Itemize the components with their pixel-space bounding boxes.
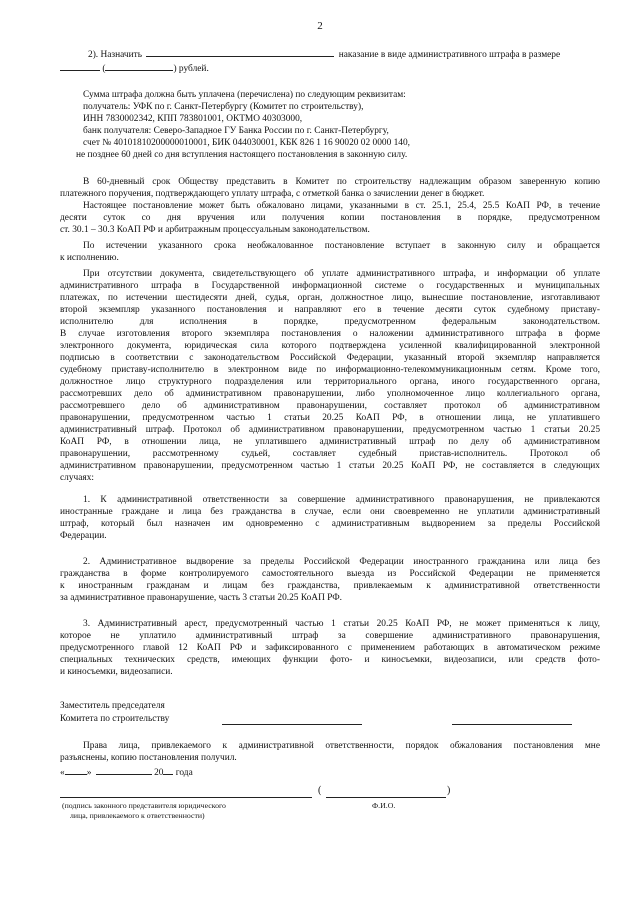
para-absence-line: КоАП РФ, в отношении лица, не уплатившего административный штраф по делу об административном: [60, 437, 600, 447]
case1-line: штраф, который был назначен им одновременно с административным выдворением за пределы Российской: [60, 519, 600, 529]
para-absence-line: административном правонарушении, предусмотренном частью 1 статьи 20.25 КоАП РФ, не составляется в следующих: [60, 461, 600, 471]
para-absence-line: правонарушении, предусмотренном частью 1 статьи 20.25 КоАП РФ, в отношении лица, не уплатившего: [60, 413, 600, 423]
item2-suffix: наказание в виде административного штрафа в размере: [338, 50, 561, 60]
date-quote-close: »: [86, 768, 92, 778]
case2-line: к иностранным гражданам и лицам без гражданства, привлекаемым к административной ответственности: [60, 581, 600, 591]
amount-words-blank: [105, 61, 173, 71]
para-absence-line: В случае изготовления второго экземпляра постановления о наложении административного штрафа в форме: [60, 329, 600, 339]
item2-line1: [88, 47, 600, 62]
para-absence-line: подписью в соответствии с законодательством Российской Федерации, указанный второй экземпляр направляется: [60, 353, 600, 363]
case3-line: специальных технических средств, имеющих функции фото- и киносъемки, видеозаписи, или средств фото-: [60, 655, 600, 665]
para-absence-line: судебному приставу-исполнителю в электронном виде по информационно-телекоммуникационным сетям. Кроме того,: [60, 365, 600, 375]
para-absence-line: административного штрафа в Государственной информационной системе о государственных и муниципальных: [60, 281, 600, 291]
para-absence-line: платежах, по истечении шестидесяти дней, судья, орган, должностное лицо, вынесшие постановление, изготавливают: [60, 293, 600, 303]
signature-title-line1: Заместитель председателя: [60, 701, 165, 711]
para-appeal-line: Настоящее постановление может быть обжаловано лицами, указанными в ст. 25.1, 25.4, 25.5 КоАП РФ, в течение: [83, 201, 600, 211]
para-60days-line: В 60-дневный срок Обществу представить в Комитет по строительству надлежащим образом заверенную копию: [83, 177, 600, 187]
case1-line: 1. К административной ответственности за совершение административного правонарушения, не привлекаются: [83, 495, 600, 505]
requisites-line: банк получателя: Северо-Западное ГУ Банка России по г. Санкт-Петербургу,: [83, 126, 389, 136]
para-appeal-line: десяти суток со дня вручения или получения копии постановления в порядке, предусмотренном: [60, 213, 600, 223]
case3-line: 3. Административный арест, предусмотренный частью 1 статьи 20.25 КоАП РФ, не может применяться к лицу,: [83, 619, 600, 629]
date-year-suffix: года: [175, 768, 193, 778]
date-quote-open: «: [60, 768, 65, 778]
item2-line2: [60, 61, 600, 76]
rights-line: разъяснены, копию постановления получил.: [60, 753, 237, 763]
para-force-line: к исполнению.: [60, 253, 119, 263]
para-absence-line: электронного документа, юридическая сила которого подтверждена усиленной квалифицированной электронной: [60, 341, 600, 351]
para-60days-line: платежного поручения, подтверждающего уплату штрафа, с отметкой банка о зачислении денег в бюджет.: [60, 189, 485, 199]
case2-line: гражданства в форме контролируемого самостоятельного выезда из Российской Федерации не применяется: [60, 569, 600, 579]
official-signature-line: [222, 724, 362, 725]
date-line: [60, 765, 600, 780]
requisites-line: счет № 40101810200000010001, БИК 044030001, КБК 826 1 16 90020 02 0000 140,: [83, 138, 411, 148]
date-year-prefix: 20: [154, 768, 164, 778]
date-year-blank: [163, 765, 173, 775]
requisites-line: Сумма штрафа должна быть уплачена (перечислена) по следующим реквизитам:: [83, 90, 406, 100]
case1-line: Федерации.: [60, 531, 107, 541]
official-name-line: [452, 724, 572, 725]
para-absence-line: исполнителю для исполнения в порядке, предусмотренном федеральным законодательством.: [60, 317, 600, 327]
amount-digits-blank: [60, 61, 100, 71]
case2-line: 2. Административное выдворение за пределы Российской Федерации иностранного гражданина или лица без: [83, 557, 600, 567]
date-day-blank: [65, 765, 87, 775]
fio-paren-close: ): [447, 785, 451, 796]
para-absence-line: рассмотревшего дело об административном правонарушении, составляет протокол об административном: [60, 401, 600, 411]
para-absence-line: рассмотревших дело об административном правонарушении, либо уполномоченное лицо коллегиального органа,: [60, 389, 600, 399]
fio-line: [326, 797, 446, 798]
para-absence-line: случаях:: [60, 473, 95, 483]
requisites-line: не позднее 60 дней со дня вступления настоящего постановления в законную силу.: [76, 150, 408, 160]
fio-paren-open: (: [318, 785, 322, 796]
para-absence-line: административный штраф. Протокол об административном правонарушении, предусмотренном частью 1 статьи 20.25: [60, 425, 600, 435]
fio-caption: Ф.И.О.: [372, 801, 396, 810]
case3-line: и киносъемки, видеозаписи.: [60, 667, 173, 677]
para-absence-line: должностное лицо структурного подразделения или территориального органа, иного государственного органа,: [60, 377, 600, 387]
amount-paren-open: (: [102, 64, 106, 74]
signature-title-line2: Комитета по строительству: [60, 714, 170, 724]
representative-caption-line1: (подпись законного представителя юридического: [62, 801, 226, 810]
representative-caption-line2: лица, привлекаемого к ответственности): [70, 811, 205, 820]
case3-line: которое не уплатило административный штраф за совершение административного правонарушения,: [60, 631, 600, 641]
requisites-line: получатель: УФК по г. Санкт-Петербургу (Комитет по строительству),: [83, 102, 364, 112]
item2-prefix: 2). Назначить: [88, 50, 143, 60]
representative-signature-line: [60, 797, 312, 798]
case3-line: предусмотренного главой 12 КоАП РФ и зафиксированного с применением работающих в автоматическом режиме: [60, 643, 600, 653]
case1-line: иностранные граждане и лица без гражданства в случае, если они своевременно не уплатили административный: [60, 507, 600, 517]
para-absence-line: При отсутствии документа, свидетельствующего об уплате административного штрафа, и информации об уплате: [83, 269, 600, 279]
penalty-name-blank: [146, 47, 334, 57]
para-force-line: По истечении указанного срока необжалованное постановление вступает в законную силу и обращается: [83, 241, 600, 251]
date-month-blank: [96, 765, 152, 775]
case2-line: за административное правонарушение, часть 3 статьи 20.25 КоАП РФ.: [60, 593, 342, 603]
page-number: 2: [317, 20, 323, 32]
requisites-line: ИНН 7830002342, КПП 783801001, ОКТМО 40303000,: [83, 114, 303, 124]
para-appeal-line: ст. 30.1 – 30.3 КоАП РФ и арбитражным процессуальным законодательством.: [60, 225, 370, 235]
para-absence-line: второй экземпляр указанного постановления и направляют его в течение десяти суток судебному приставу-: [60, 305, 600, 315]
amount-paren-close: ) рублей.: [173, 64, 209, 74]
para-absence-line: правонарушении, рассмотренному судьей, составляет судебный пристав-исполнитель. Протокол об: [60, 449, 600, 459]
rights-line: Права лица, привлекаемого к административной ответственности, порядок обжалования постановления мне: [83, 741, 600, 751]
